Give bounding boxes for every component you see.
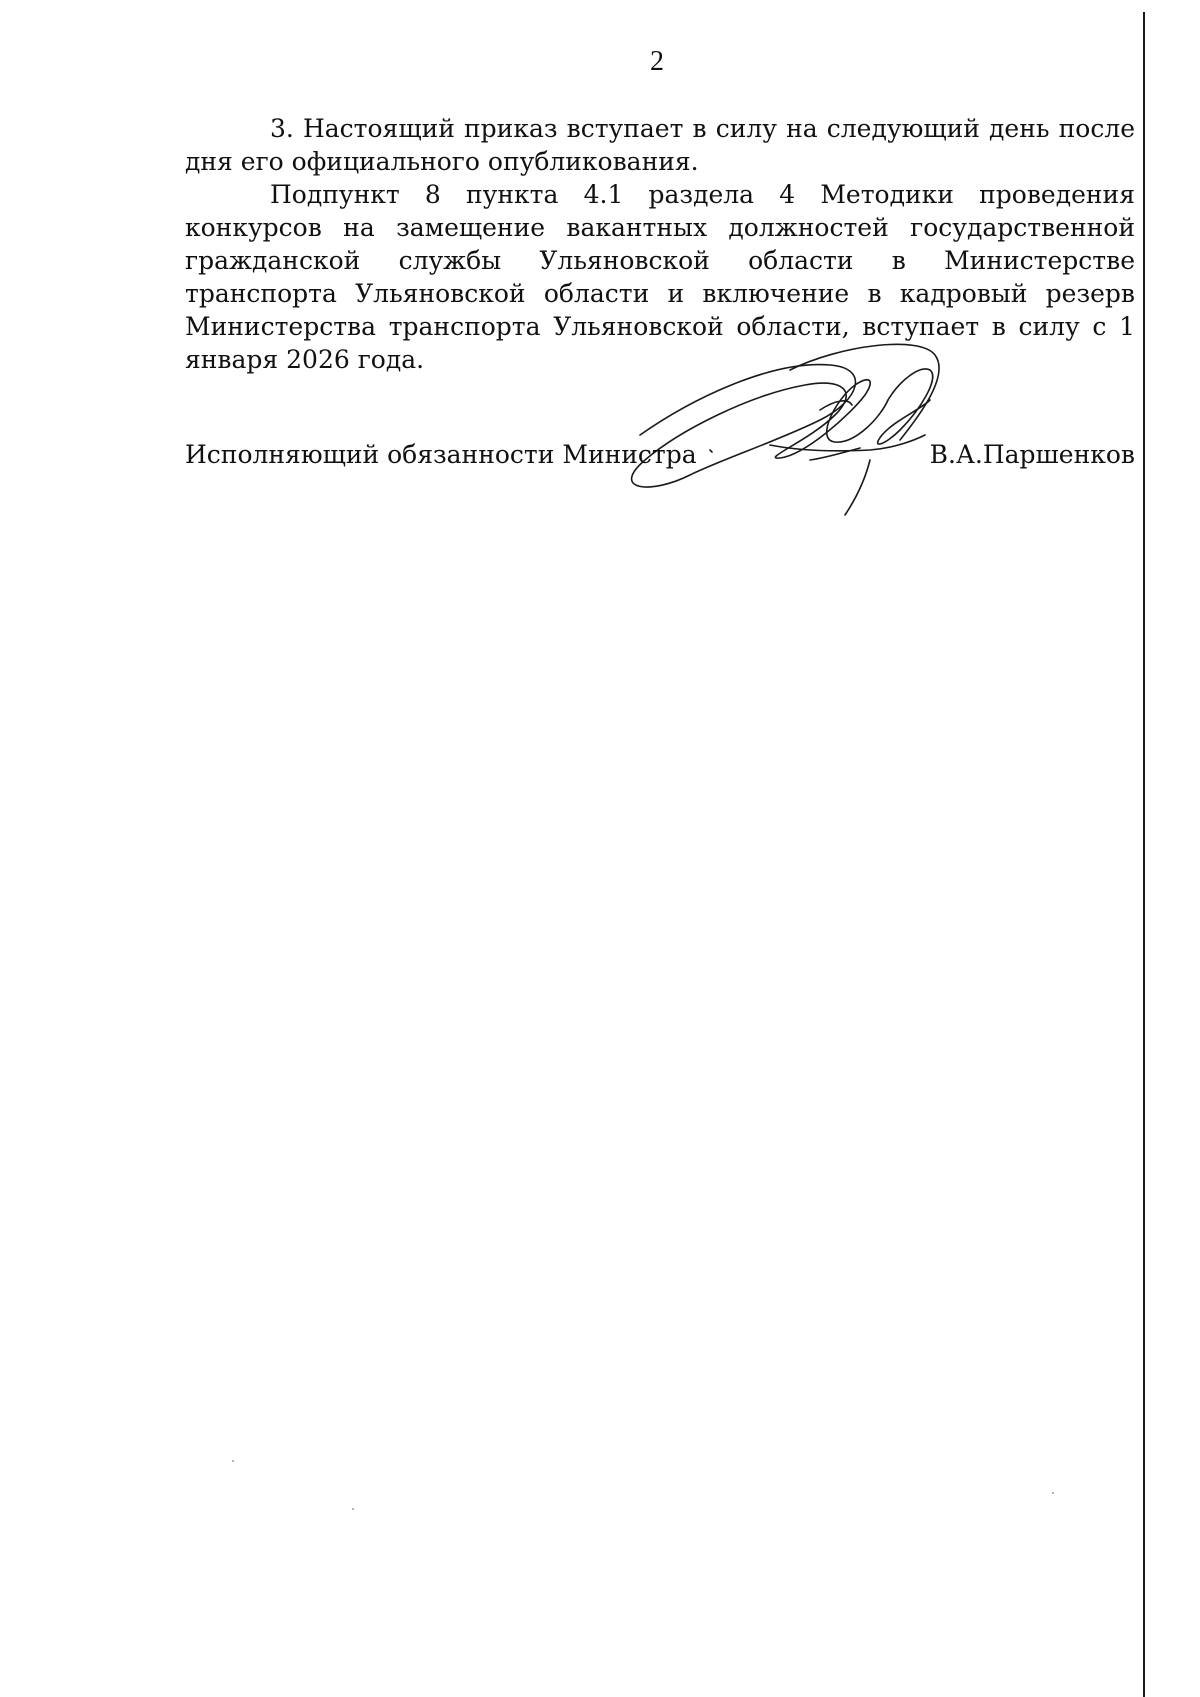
page-number: 2 bbox=[650, 46, 664, 77]
signature-block bbox=[185, 438, 1135, 478]
scan-border-line bbox=[1143, 12, 1145, 1697]
paragraph-subclause-effective: Подпункт 8 пункта 4.1 раздела 4 Методики проведения конкурсов на замещение вакантных должностей государственной гражданской службы Ульяновской области в Министерстве транспорта Ульяновской области и включение в кадровый резерв Министерства транспорта Ульяновской области, вступает в силу с 1 января 2026 года. bbox=[185, 180, 1135, 374]
signer-position: Исполняющий обязанности Министра bbox=[185, 440, 697, 469]
signer-name: В.А.Паршенков bbox=[929, 440, 1135, 469]
scan-speck bbox=[1052, 1492, 1054, 1494]
scan-speck bbox=[232, 1460, 234, 1462]
handwritten-signature bbox=[620, 340, 965, 520]
document-body bbox=[185, 112, 1135, 376]
scan-speck bbox=[352, 1508, 354, 1510]
paragraph-effective-date: 3. Настоящий приказ вступает в силу на следующий день после дня его официального опубликования. bbox=[185, 114, 1135, 176]
